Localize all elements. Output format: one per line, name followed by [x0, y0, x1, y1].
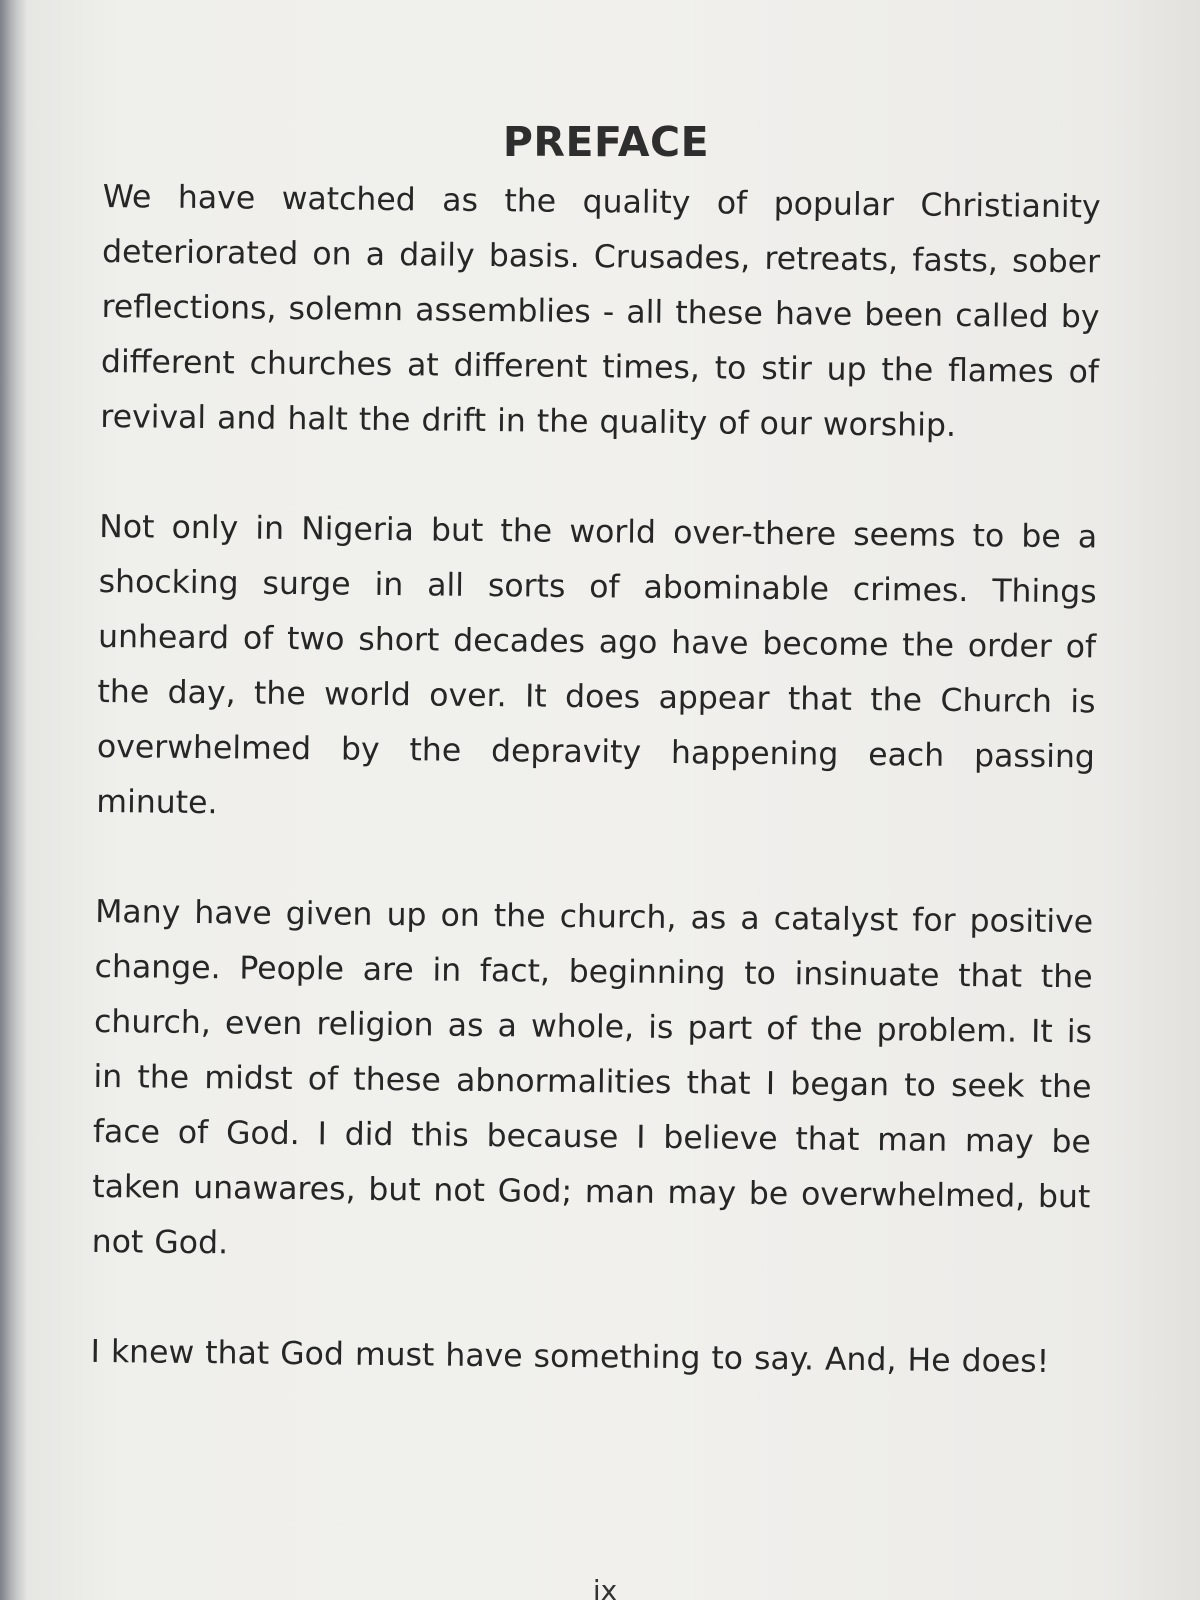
page-number: ix — [592, 1574, 618, 1600]
paragraph-4: I knew that God must have something to say. And, He does! — [90, 1333, 1050, 1380]
paragraph-1: We have watched as the quality of popular Christianity deteriorated on a daily basis. Crusades, retreats, fasts, sober reflections, solemn assemblies - all these have been called by different churches at different times, to stir up the flames of revival and halt the drift in the quality of our worship. — [100, 178, 1101, 444]
page-title: PREFACE — [502, 118, 710, 166]
page-binding-shadow — [0, 0, 28, 1600]
paragraph-2: Not only in Nigeria but the world over-there seems to be a shocking surge in all sorts of abominable crimes. Things unheard of two short decades ago have become the order of the day, the world over. It does appear that the Church is overwhelmed by the depravity happening each passing minute. — [96, 508, 1098, 822]
preface-body — [90, 170, 1101, 1390]
paragraph-3: Many have given up on the church, as a catalyst for positive change. People are in fact, beginning to insinuate that the church, even religion as a whole, is part of the problem. It is in the midst of these abnormalities that I began to seek the face of God. I did this because I believe that man may be taken unawares, but not God; man may be overwhelmed, but not God. — [91, 893, 1094, 1262]
